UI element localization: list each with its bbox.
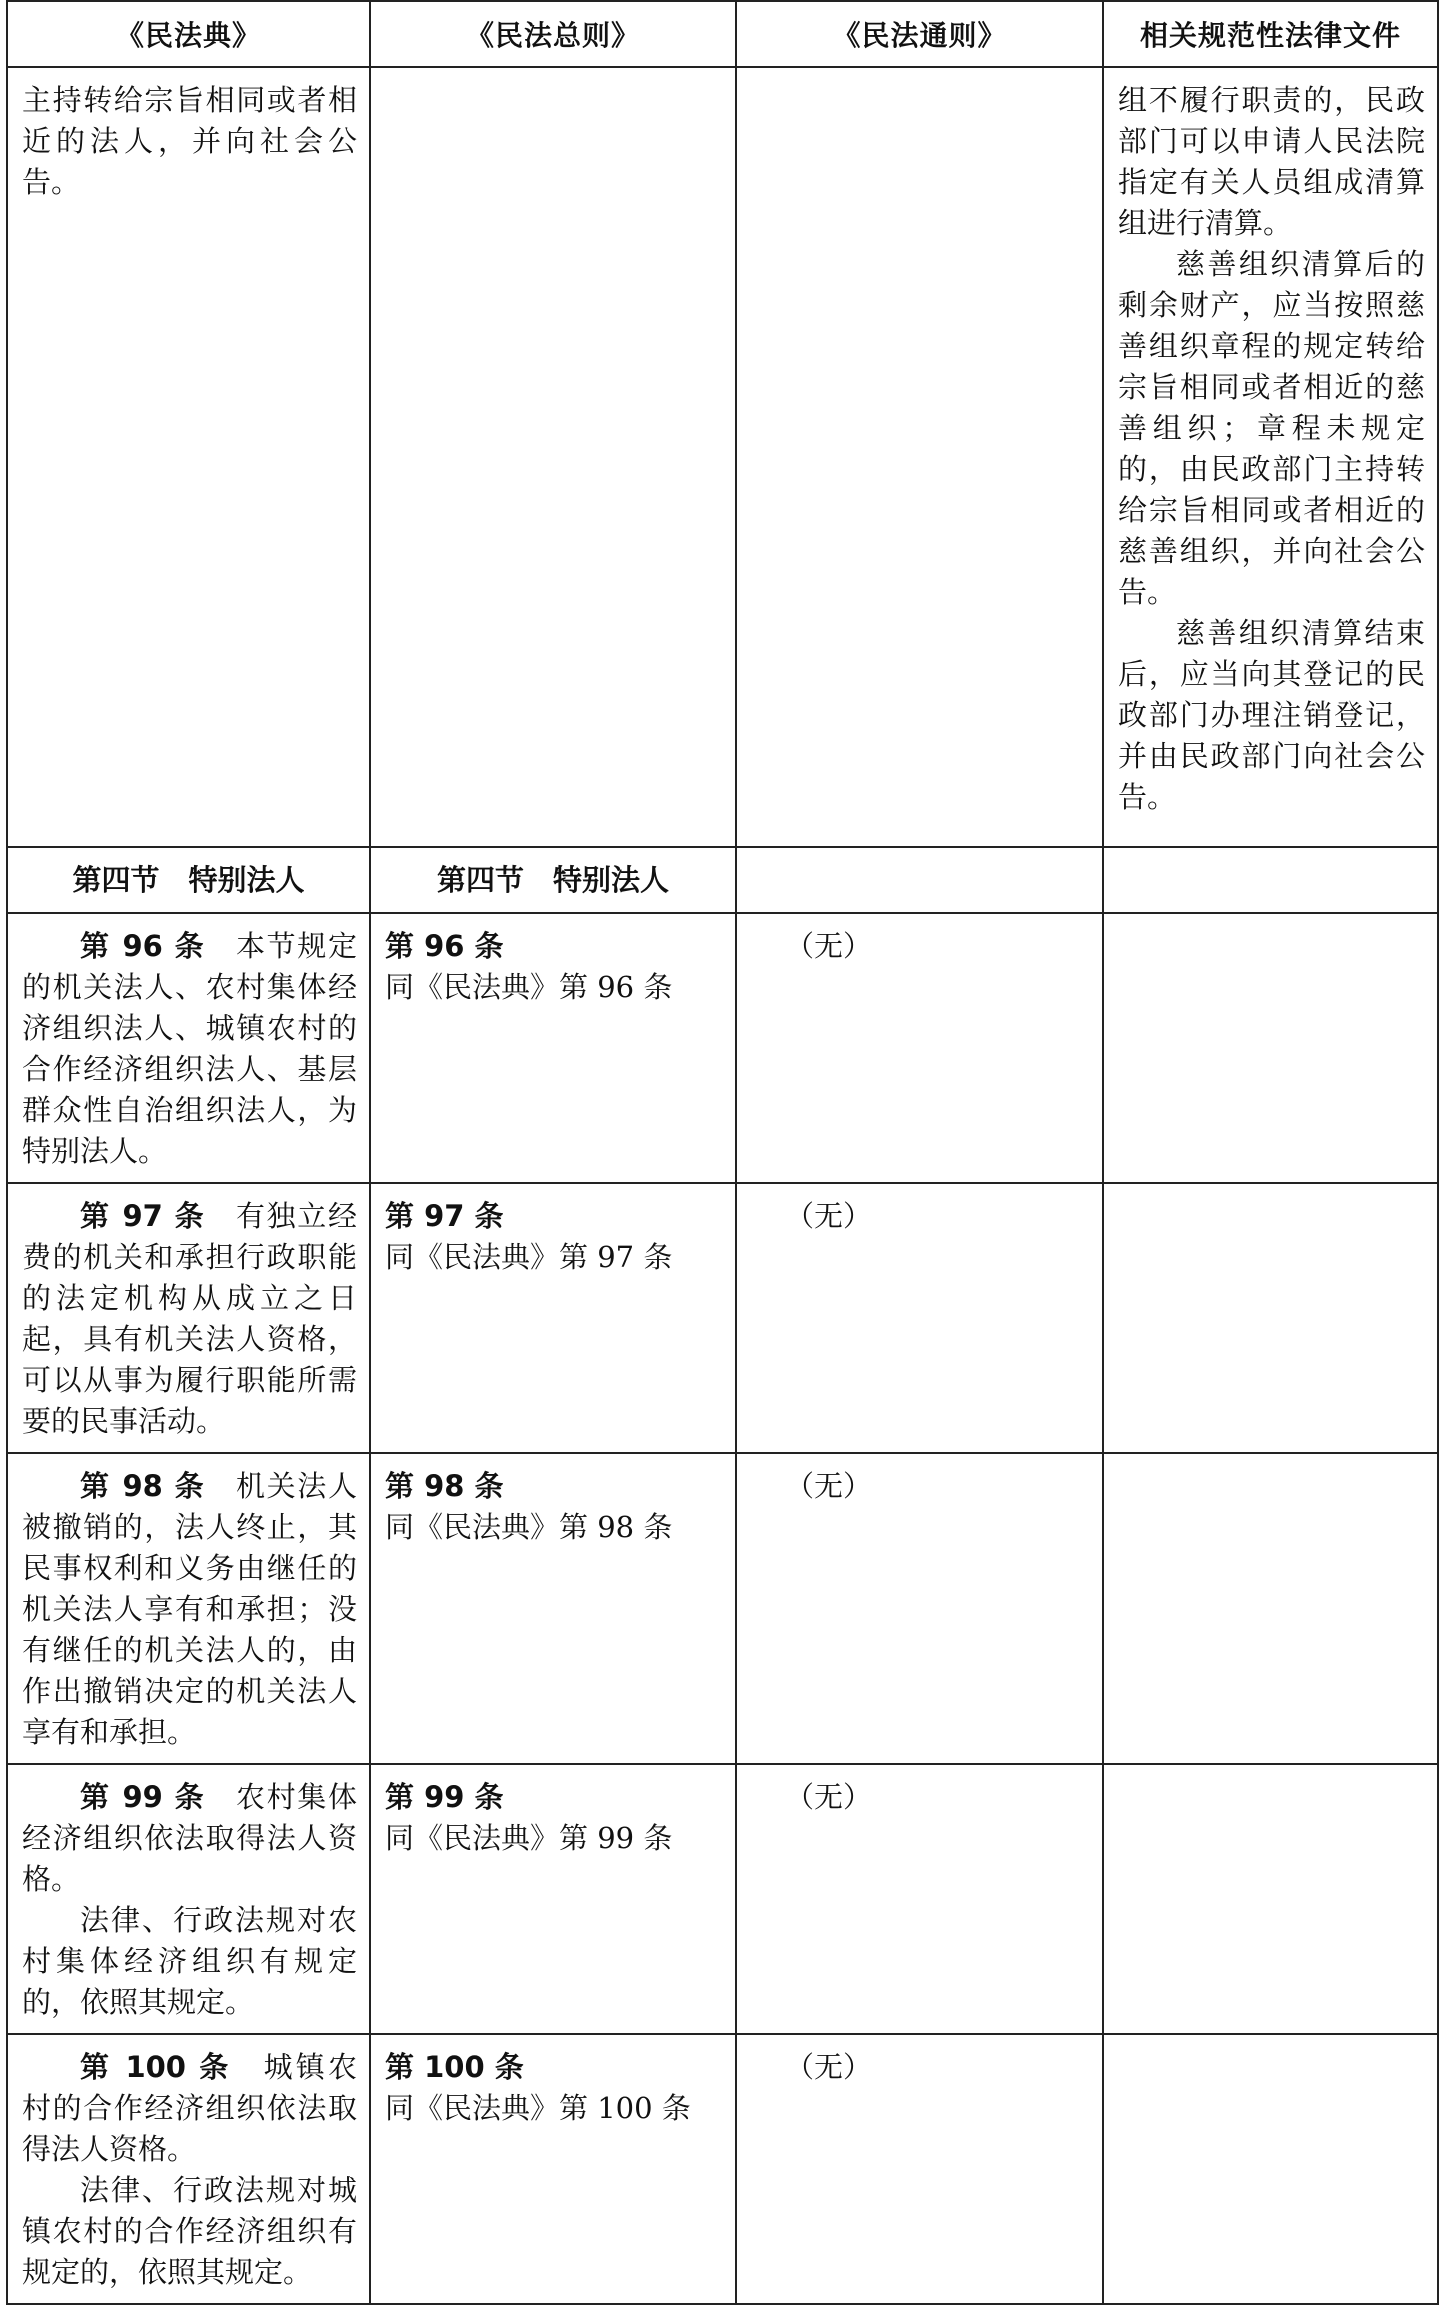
article-body: 农村集体经济组织依法取得法人资格。 [22,1780,357,1896]
article-civil-code-cell [7,913,370,1183]
table-row-article-100 [7,2034,1438,2304]
article-related-cell [1103,1453,1438,1764]
article-general-rules-cell [370,1183,736,1453]
article-ref-title: 第 100 条 [385,2050,524,2084]
article-body: 城镇农村的合作经济组织依法取得法人资格。 [22,2050,357,2166]
article-number: 第 100 条 [80,2050,232,2084]
header-general-rules: 《民法总则》 [370,1,736,67]
article-general-rules-cell [370,1764,736,2034]
header-general-principles: 《民法通则》 [736,1,1103,67]
article-related-cell [1103,2034,1438,2304]
article-related-cell [1103,913,1438,1183]
article-ref-text: 同《民法典》第 98 条 [385,1510,673,1544]
table-row-article-99 [7,1764,1438,2034]
continuation-general-rules-cell [370,67,736,847]
article-ref-text: 同《民法典》第 96 条 [385,970,673,1004]
article-general-principles-cell: （无） [736,913,1103,1183]
section-heading-empty [1103,847,1438,913]
article-general-principles-cell: （无） [736,1764,1103,2034]
table-row-article-98 [7,1453,1438,1764]
table-row-section-heading [7,847,1438,913]
article-ref-title: 第 96 条 [385,929,504,963]
section-heading-empty [736,847,1103,913]
continuation-related-paragraph: 组不履行职责的，民政部门可以申请人民法院指定有关人员组成清算组进行清算。 [1118,83,1425,240]
article-ref-text: 同《民法典》第 97 条 [385,1240,673,1274]
article-text [22,2047,357,2170]
article-body: 有独立经费的机关和承担行政职能的法定机构从成立之日起，具有机关法人资格，可以从事为履行职能所需要的民事活动。 [22,1199,357,1438]
article-text-paragraph-2: 法律、行政法规对城镇农村的合作经济组织有规定的，依照其规定。 [22,2173,357,2289]
article-general-rules-cell [370,913,736,1183]
continuation-civil-code-cell [7,67,370,847]
continuation-related-cell [1103,67,1438,847]
article-number: 第 99 条 [80,1780,206,1814]
article-general-rules-cell [370,1453,736,1764]
continuation-general-principles-cell [736,67,1103,847]
table-row-continuation [7,67,1438,847]
article-general-principles-cell: （无） [736,1453,1103,1764]
table-header-row [7,1,1438,67]
section-heading-civil-code: 第四节 特别法人 [7,847,370,913]
article-number: 第 97 条 [80,1199,206,1233]
continuation-related-paragraph: 慈善组织清算结束后，应当向其登记的民政部门办理注销登记，并由民政部门向社会公告。 [1118,616,1425,814]
table-row-article-97 [7,1183,1438,1453]
article-ref-text: 同《民法典》第 99 条 [385,1821,673,1855]
continuation-civil-code-text: 主持转给宗旨相同或者相近的法人，并向社会公告。 [22,83,357,199]
article-ref-title: 第 99 条 [385,1780,504,1814]
article-text [22,1196,357,1442]
article-ref-title: 第 97 条 [385,1199,504,1233]
article-related-cell [1103,1764,1438,2034]
article-text [22,1466,357,1753]
article-body: 机关法人被撤销的，法人终止，其民事权利和义务由继任的机关法人享有和承担；没有继任的机关法人的，由作出撤销决定的机关法人享有和承担。 [22,1469,357,1749]
article-text [22,926,357,1172]
article-text [22,1777,357,1900]
article-civil-code-cell [7,1764,370,2034]
article-number: 第 96 条 [80,929,206,963]
header-related-documents: 相关规范性法律文件 [1103,1,1438,67]
article-number: 第 98 条 [80,1469,206,1503]
article-body: 本节规定的机关法人、农村集体经济组织法人、城镇农村的合作经济组织法人、基层群众性自治组织法人，为特别法人。 [22,929,357,1168]
article-civil-code-cell [7,2034,370,2304]
article-general-principles-cell: （无） [736,1183,1103,1453]
article-related-cell [1103,1183,1438,1453]
comparison-table [6,0,1439,2305]
section-heading-general-rules: 第四节 特别法人 [370,847,736,913]
header-civil-code: 《民法典》 [7,1,370,67]
article-civil-code-cell [7,1453,370,1764]
article-ref-text: 同《民法典》第 100 条 [385,2091,691,2125]
article-ref-title: 第 98 条 [385,1469,504,1503]
article-general-rules-cell [370,2034,736,2304]
continuation-related-paragraph: 慈善组织清算后的剩余财产，应当按照慈善组织章程的规定转给宗旨相同或者相近的慈善组织；章程未规定的，由民政部门主持转给宗旨相同或者相近的慈善组织，并向社会公告。 [1118,247,1425,609]
article-general-principles-cell: （无） [736,2034,1103,2304]
article-civil-code-cell [7,1183,370,1453]
table-row-article-96 [7,913,1438,1183]
article-text-paragraph-2: 法律、行政法规对农村集体经济组织有规定的，依照其规定。 [22,1903,357,2019]
